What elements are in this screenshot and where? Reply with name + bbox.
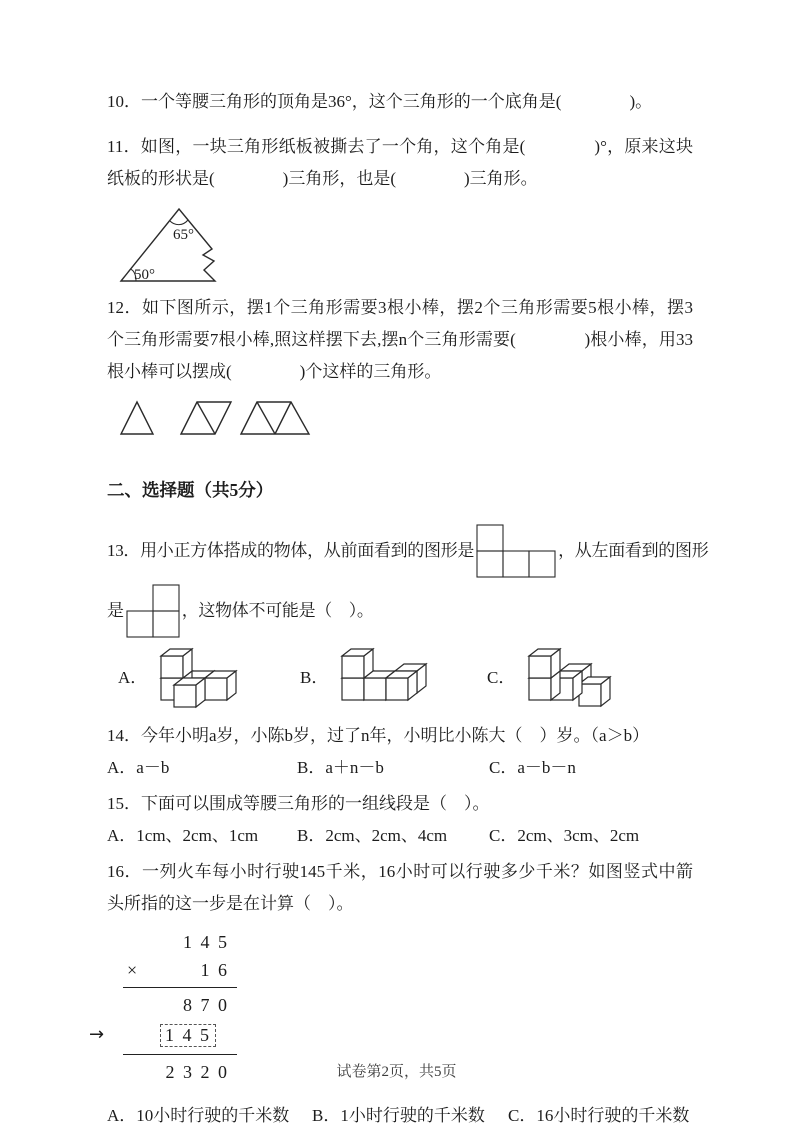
option-a-label: A． <box>118 668 148 687</box>
section-2-title: 二、选择题（共5分） <box>107 480 274 500</box>
question-16-options <box>107 1100 693 1132</box>
option-c-label: C． <box>487 668 516 687</box>
q15-option-c: C．2cm、3cm、2cm <box>489 826 640 845</box>
question-13-text-3: 是 <box>107 601 124 620</box>
stick-triangles-figure <box>119 398 349 438</box>
q14-option-c: C．a－b－n <box>489 758 576 777</box>
option-a-group <box>118 646 300 710</box>
q16-option-a: A．10小时行驶的千米数 <box>107 1106 290 1125</box>
multiplier-row <box>123 956 237 984</box>
multiplier-value: 1 6 <box>200 960 229 980</box>
left-view-figure <box>126 584 180 638</box>
torn-triangle-figure-wrap <box>117 201 693 286</box>
q16-option-b: B．1小时行驶的千米数 <box>312 1106 485 1125</box>
q16-option-c: C．16小时行驶的千米数 <box>508 1106 690 1125</box>
q14-option-a: A．a－b <box>107 758 170 777</box>
question-13-line-2 <box>107 584 693 638</box>
option-c-group <box>487 646 621 710</box>
product-row: 2 3 2 0 <box>165 1062 229 1082</box>
question-16: 16．一列火车每小时行驶145千米，16小时可以行驶多少千米？如图竖式中箭头所指的这一步是在计算（ ）。 <box>107 862 693 913</box>
cube-option-c-figure <box>521 646 621 710</box>
q14-option-b: B．a＋n－b <box>297 758 384 777</box>
option-b-label: B． <box>300 668 329 687</box>
question-12: 12．如下图所示，摆1个三角形需要3根小棒，摆2个三角形需要5根小棒，摆3个三角形需要7根小棒,照这样摆下去,摆n个三角形需要( )根小棒，用33根小棒可以摆成( )个这样的三角形。 <box>107 298 693 381</box>
q15-option-a: A．1cm、2cm、1cm <box>107 826 259 845</box>
rule-line-2 <box>123 1054 237 1055</box>
question-10: 10．一个等腰三角形的顶角是36°，这个三角形的一个底角是( )。 <box>107 92 653 111</box>
arrow-icon: → <box>89 1024 105 1045</box>
partial-product-1-row: 8 7 0 <box>183 995 229 1015</box>
highlighted-partial-product: 1 4 5 <box>160 1024 216 1047</box>
multiplicand-row: 1 4 5 <box>183 932 229 952</box>
front-view-figure <box>476 524 556 578</box>
rule-line-1 <box>123 987 237 988</box>
question-15-options <box>107 820 693 852</box>
question-13-text-1: 13．用小正方体搭成的物体，从前面看到的图形是 <box>107 541 475 560</box>
base-angle-label: 50° <box>134 267 155 283</box>
partial-product-2-row <box>89 1019 237 1051</box>
cube-option-b-figure <box>334 646 434 710</box>
question-14-options <box>107 752 693 784</box>
stick-triangles-figure-wrap <box>119 398 693 438</box>
question-15: 15．下面可以围成等腰三角形的一组线段是（ ）。 <box>107 794 490 813</box>
multiply-sign: × <box>127 960 138 980</box>
question-13-options <box>118 646 693 710</box>
option-b-group <box>300 646 487 710</box>
apex-angle-label: 65° <box>173 227 194 243</box>
q15-option-b: B．2cm、2cm、4cm <box>297 826 448 845</box>
torn-triangle-figure <box>117 201 227 286</box>
question-11: 11．如图，一块三角形纸板被撕去了一个角，这个角是( )°，原来这块纸板的形状是( )三角形，也是( )三角形。 <box>107 137 693 188</box>
question-13-text-2: ，从左面看到的图形 <box>558 541 709 560</box>
question-13-text-4: ，这物体不可能是（ ）。 <box>181 601 374 620</box>
cube-option-a-figure <box>153 646 253 710</box>
page-footer: 试卷第2页，共5页 <box>336 1064 457 1080</box>
question-13-line-1 <box>107 524 709 578</box>
exam-page-content <box>89 86 709 1132</box>
question-14: 14．今年小明a岁，小陈b岁，过了n年，小明比小陈大（ ）岁。（a＞b） <box>107 726 650 745</box>
